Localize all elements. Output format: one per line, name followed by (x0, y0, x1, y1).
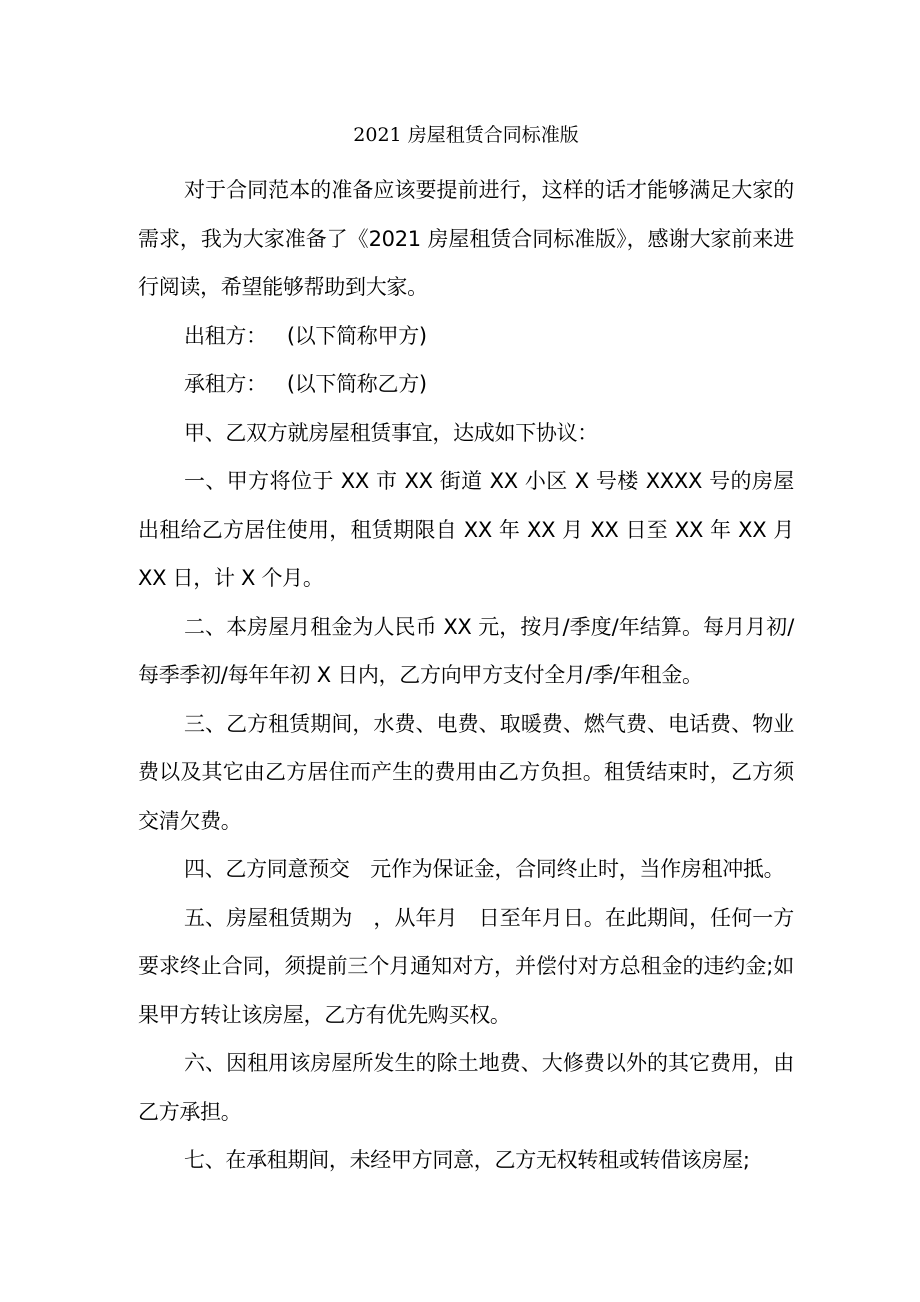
lessee-line (138, 360, 794, 409)
lessor-note: (以下简称甲方) (286, 323, 427, 348)
lessee-note: (以下简称乙方) (286, 372, 427, 396)
document-title: 2021 房屋租赁合同标准版 (353, 124, 579, 146)
clause-6: 六、因租用该房屋所发生的除土地费、大修费以外的其它费用，由乙方承担。 (138, 1051, 794, 1124)
clause-5: 五、房屋租赁期为 ，从年月 日至年月日。在此期间，任何一方要求终止合同，须提前三个月通知对方，并偿付对方总租金的违约金;如果甲方转让该房屋，乙方有优先购买权。 (138, 905, 794, 1027)
lessor-label: 出租方： (184, 323, 267, 348)
lessor-line (138, 312, 794, 361)
clause-2: 二、本房屋月租金为人民币 XX 元，按月/季度/年结算。每月月初/每季季初/每年年初 X 日内，乙方向甲方支付全月/季/年租金。 (138, 614, 794, 687)
clause-4: 四、乙方同意预交 元作为保证金，合同终止时，当作房租冲抵。 (184, 857, 785, 881)
agreement-intro: 甲、乙双方就房屋租赁事宜，达成如下协议： (184, 420, 598, 445)
clause-1: 一、甲方将位于 XX 市 XX 街道 XX 小区 X 号楼 XXXX 号的房屋出租给乙方居住使用，租赁期限自 XX 年 XX 月 XX 日至 XX 年 XX 月 XX 日，计 X 个月。 (138, 469, 794, 590)
document-page (138, 118, 794, 1185)
intro-paragraph: 对于合同范本的准备应该要提前进行，这样的话才能够满足大家的需求，我为大家准备了《2021 房屋租赁合同标准版》，感谢大家前来进行阅读，希望能够帮助到大家。 (138, 178, 794, 299)
lessee-label: 承租方： (184, 372, 267, 396)
clause-7: 七、在承租期间，未经甲方同意，乙方无权转租或转借该房屋; (184, 1148, 750, 1172)
clause-3: 三、乙方租赁期间，水费、电费、取暖费、燃气费、电话费、物业费以及其它由乙方居住而产生的费用由乙方负担。租赁结束时，乙方须交清欠费。 (138, 711, 794, 833)
